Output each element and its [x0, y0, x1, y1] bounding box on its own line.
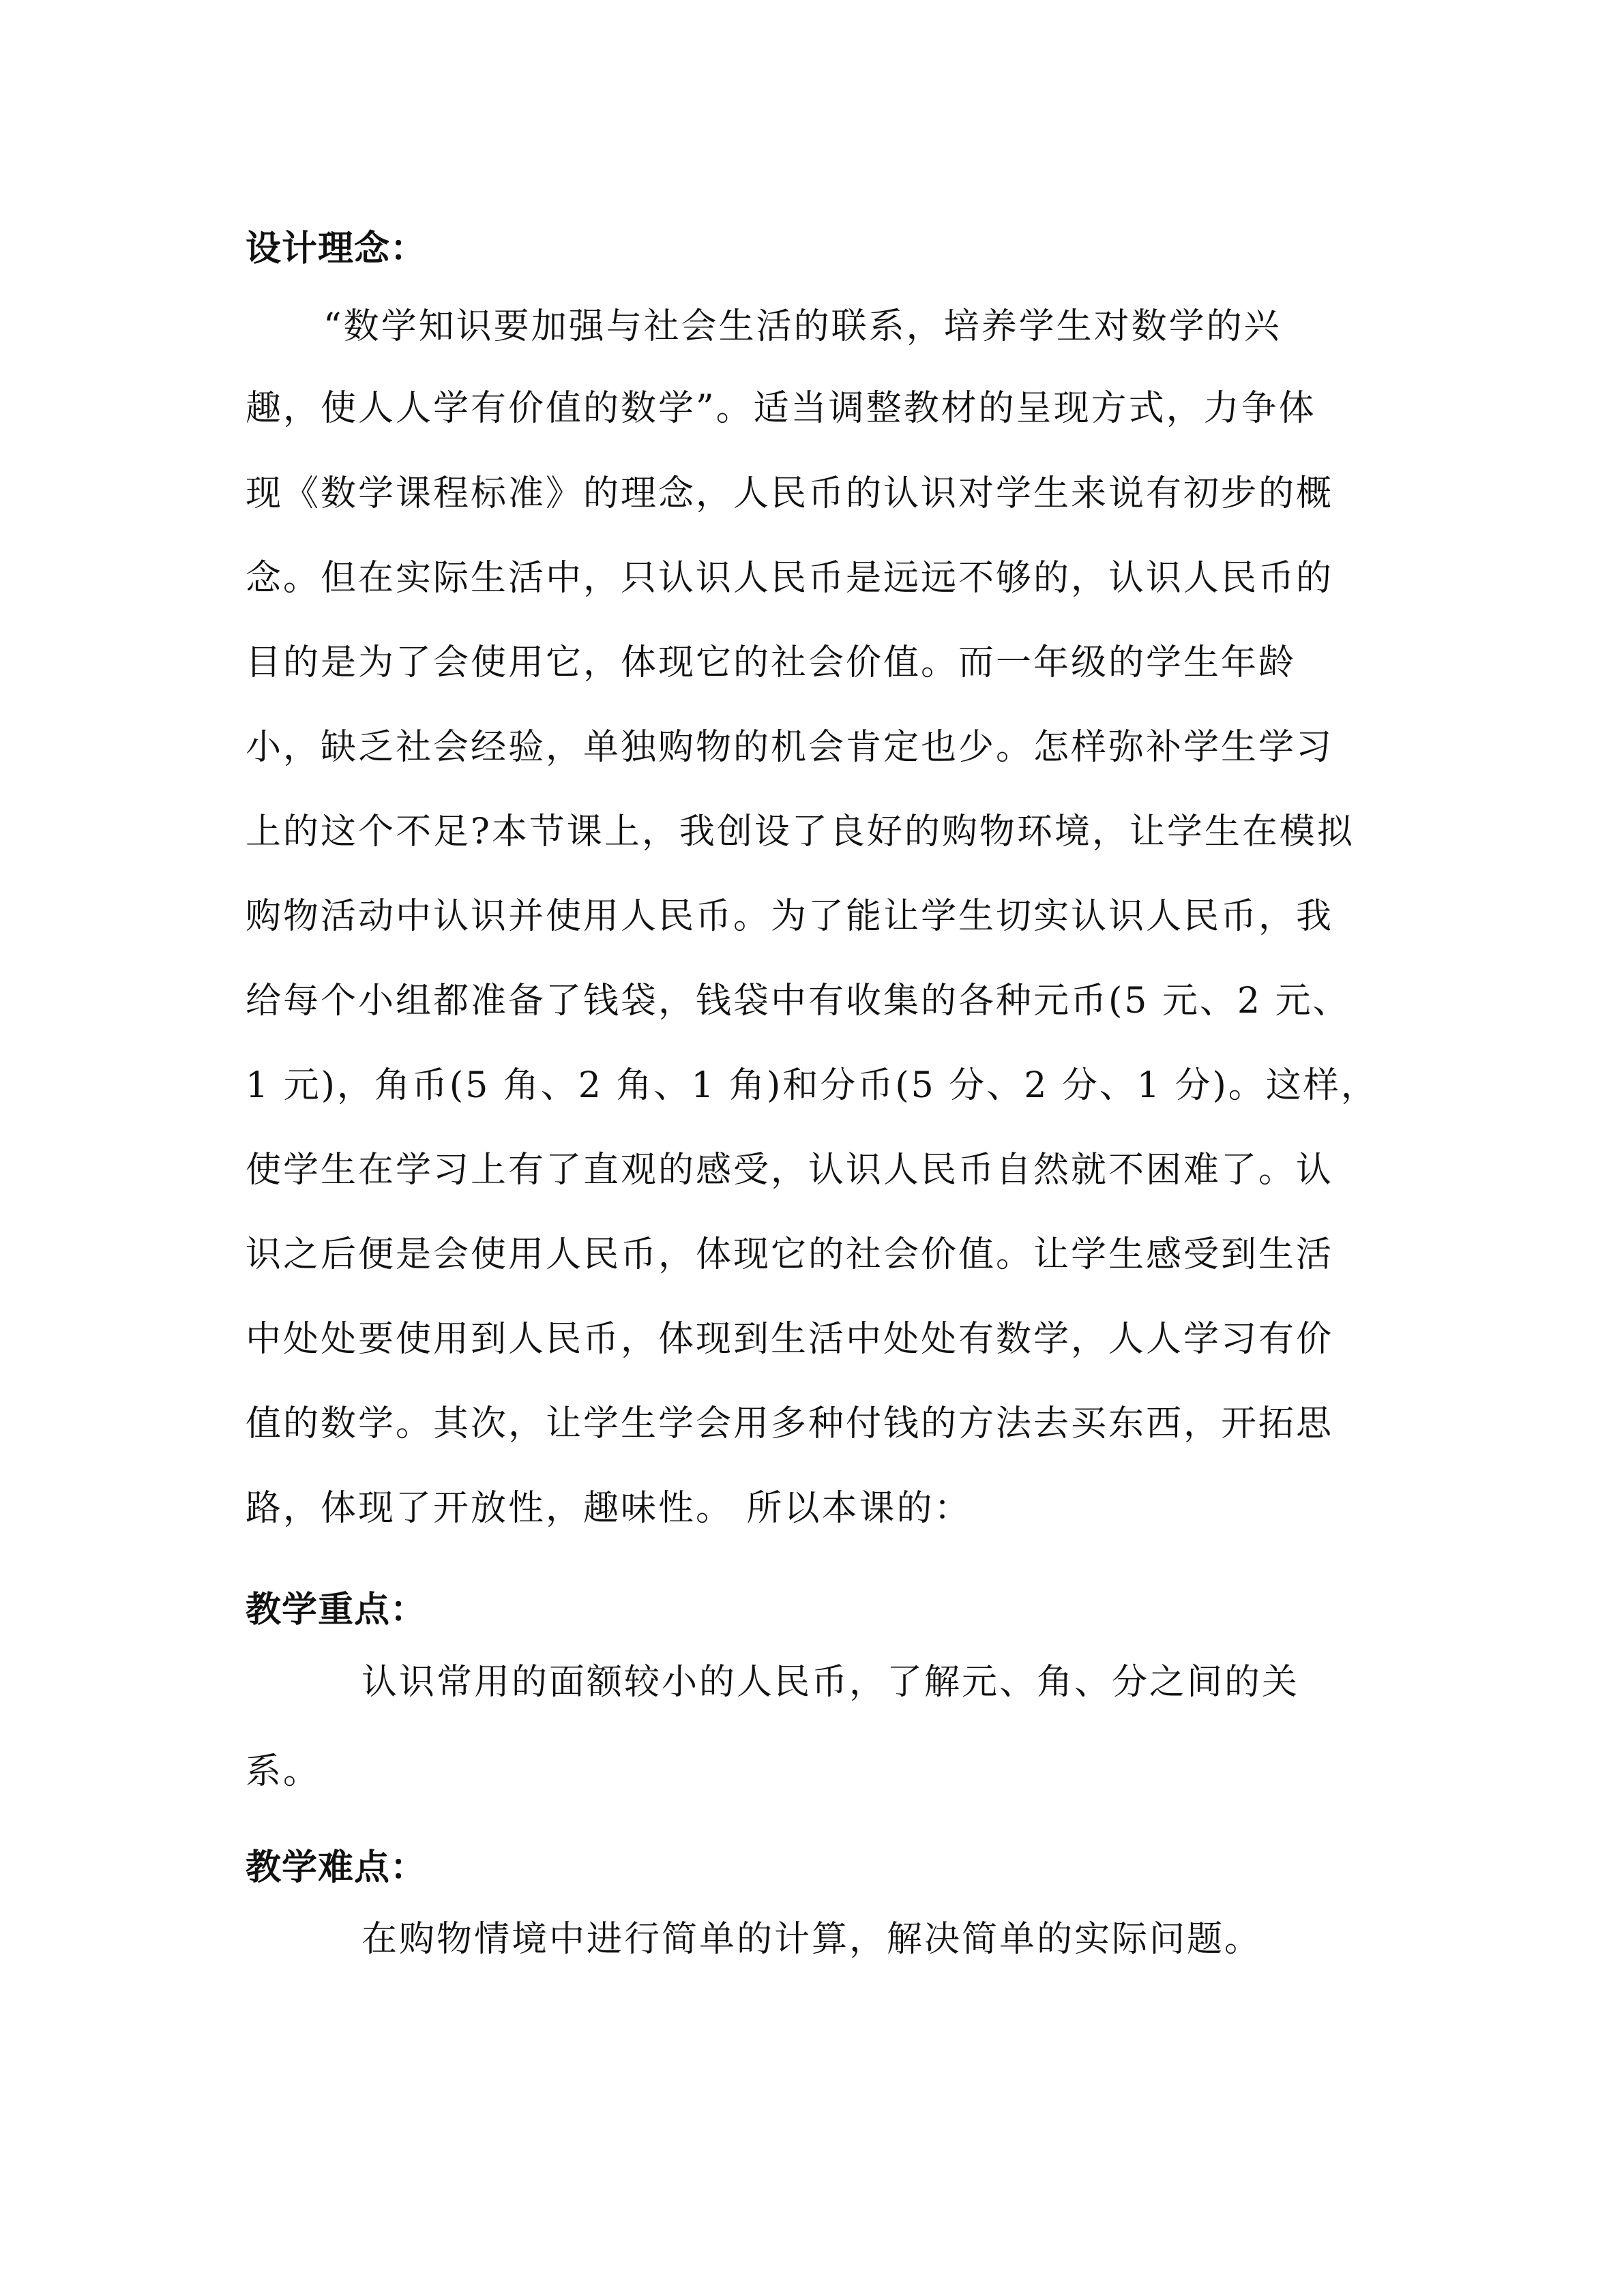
paragraph-line: “数学知识要加强与社会生活的联系，培养学生对数学的兴 — [323, 306, 1282, 347]
key-points-heading: 教学重点： — [246, 1590, 427, 1630]
paragraph-line: 在购物情境中进行简单的计算，解决简单的实际问题。 — [361, 1919, 1263, 1960]
paragraph-line: 购物活动中认识并使用人民币。为了能让学生切实认识人民币，我 — [246, 896, 1334, 937]
paragraph-line: 现《数学课程标准》的理念，人民币的认识对学生来说有初步的概 — [246, 473, 1334, 514]
paragraph-line: 1 元)，角币(5 角、2 角、1 角)和分币(5 分、2 分、1 分)。这样， — [246, 1065, 1378, 1106]
paragraph-line: 认识常用的面额较小的人民币，了解元、角、分之间的关 — [361, 1662, 1300, 1703]
paragraph-line: 上的这个不足?本节课上，我创设了良好的购物环境，让学生在模拟 — [246, 811, 1355, 852]
paragraph-line: 路，体现了开放性，趣味性。 所以本课的： — [246, 1488, 972, 1529]
paragraph-line: 念。但在实际生活中，只认识人民币是远远不够的，认识人民币的 — [246, 558, 1334, 599]
design-concept-heading: 设计理念： — [246, 228, 427, 269]
difficulties-heading: 教学难点： — [246, 1847, 427, 1888]
paragraph-line: 趣，使人人学有价值的数学”。适当调整教材的呈现方式，力争体 — [246, 388, 1316, 429]
paragraph-line: 值的数学。其次，让学生学会用多种付钱的方法去买东西，开拓思 — [246, 1403, 1334, 1444]
paragraph-line: 识之后便是会使用人民币，体现它的社会价值。让学生感受到生活 — [246, 1234, 1334, 1275]
paragraph-line: 系。 — [246, 1751, 321, 1792]
paragraph-line: 给每个小组都准备了钱袋，钱袋中有收集的各种元币(5 元、2 元、 — [246, 981, 1350, 1022]
paragraph-line: 中处处要使用到人民币，体现到生活中处处有数学，人人学习有价 — [246, 1319, 1334, 1360]
paragraph-line: 小，缺乏社会经验，单独购物的机会肯定也少。怎样弥补学生学习 — [246, 727, 1334, 768]
paragraph-line: 目的是为了会使用它，体现它的社会价值。而一年级的学生年龄 — [246, 642, 1297, 683]
paragraph-line: 使学生在学习上有了直观的感受，认识人民币自然就不困难了。认 — [246, 1150, 1334, 1191]
